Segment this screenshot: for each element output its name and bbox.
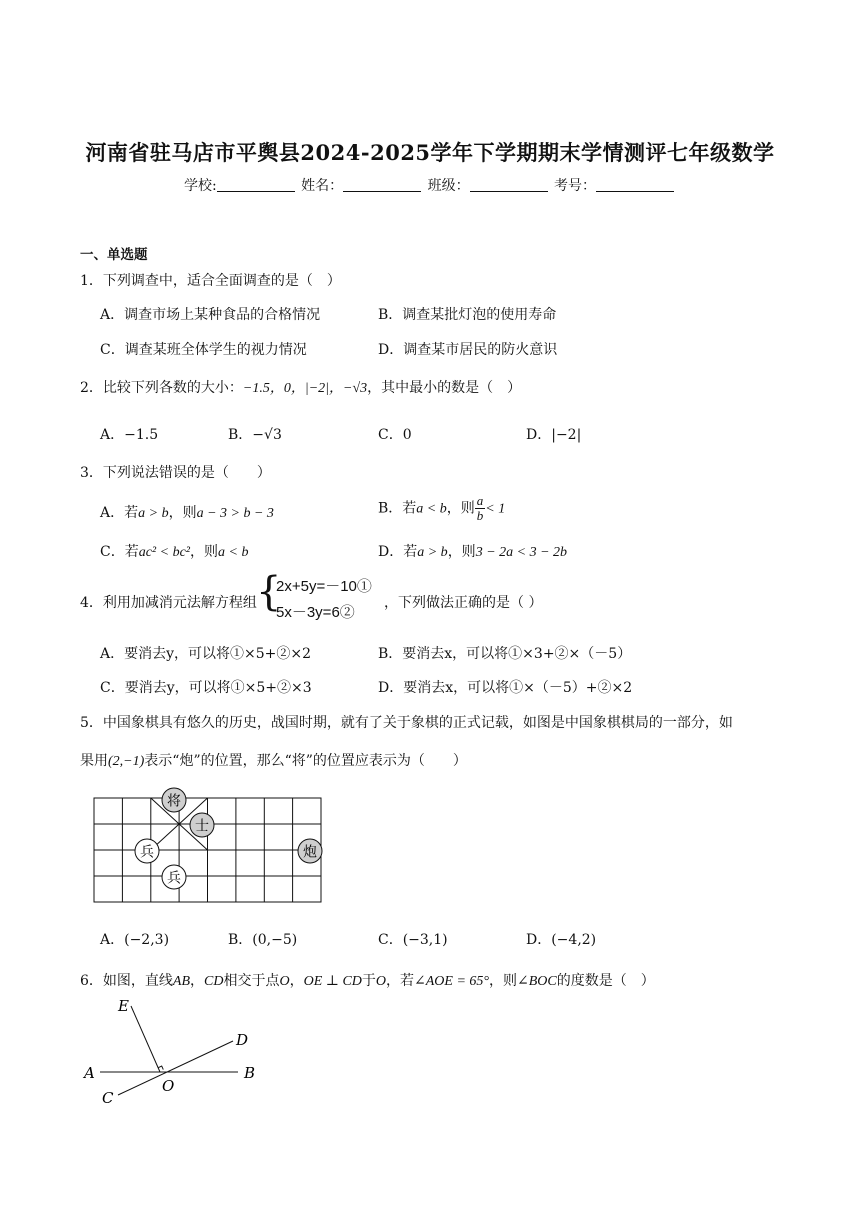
question-1-option-d: D．调查某市居民的防火意识 <box>378 342 558 358</box>
option-b-label: B．若 <box>378 500 417 517</box>
class-label: 班级： <box>427 178 470 194</box>
option-c-result: a < b <box>218 545 249 560</box>
question-5-option-c: C．(−3,1) <box>378 932 448 948</box>
question-6-stem <box>80 970 655 990</box>
question-5-option-d: D．(−4,2) <box>526 932 597 948</box>
label-c: C <box>102 1089 114 1107</box>
q6-sep6: ，则 <box>489 973 518 989</box>
question-2-numbers: −1.5，0，|−2|，−√3 <box>242 381 368 396</box>
question-5-option-b: B．(0,−5) <box>228 932 298 948</box>
stem-line2-pre: 果用 <box>80 753 108 769</box>
fraction-numerator: a <box>476 493 484 508</box>
piece-jiang-label: 将 <box>167 793 181 810</box>
question-1-option-b: B．调查某批灯泡的使用寿命 <box>378 307 557 323</box>
page-title: 河南省驻马店市平舆县2024-2025学年下学期期末学情测评七年级数学 <box>85 140 775 165</box>
label-b: B <box>244 1064 256 1082</box>
exam-number-blank <box>596 177 674 192</box>
stem-line2-post: 表示“炮”的位置，那么“将”的位置应表示为（ ） <box>144 753 467 769</box>
name-blank <box>343 177 421 192</box>
option-d-then: ，则 <box>447 544 476 560</box>
q6-o2: O <box>375 974 387 989</box>
question-2-option-d: D．|−2| <box>526 427 582 443</box>
question-3-stem: 3．下列说法错误的是（ ） <box>80 465 271 481</box>
piece-bing-2-label: 兵 <box>167 870 181 887</box>
question-1-option-a: A．调查市场上某种食品的合格情况 <box>100 307 321 323</box>
piece-jiang <box>162 788 186 812</box>
chessboard-grid <box>94 798 321 902</box>
question-4-option-c: C．要消去y，可以将①×5+②×3 <box>100 680 312 696</box>
question-2-stem-pre: 2．比较下列各数的大小： <box>80 380 243 396</box>
name-label: 姓名： <box>301 178 344 194</box>
piece-pao <box>298 839 322 863</box>
q6-perp: OE ⊥ CD <box>303 974 362 989</box>
piece-bing-1 <box>135 839 159 863</box>
q6-cd: CD <box>204 974 224 989</box>
q6-sep1: ， <box>190 973 205 989</box>
piece-shi <box>190 813 214 837</box>
option-b-then: ，则 <box>446 500 475 517</box>
piece-pao-label: 炮 <box>303 844 317 861</box>
q6-sep3: ， <box>289 973 304 989</box>
question-5-stem-line2 <box>80 750 467 770</box>
intersecting-lines-figure <box>78 992 278 1112</box>
equation-1: 2x+5y=－10① <box>276 578 372 595</box>
option-d-condition: a > b <box>417 545 448 560</box>
option-a-label: A．若 <box>100 505 139 521</box>
question-3-option-c <box>100 541 248 561</box>
piece-bing-2 <box>162 865 186 889</box>
q6-sep5: ，若 <box>386 973 415 989</box>
question-2-option-a: A．−1.5 <box>100 427 159 443</box>
label-o: O <box>162 1077 175 1095</box>
q6-sep2: 相交于点 <box>223 973 280 989</box>
exam-number-label: 考号： <box>554 178 597 194</box>
question-4-stem-pre: 4．利用加减消元法解方程组 <box>80 595 257 611</box>
option-a-result: a − 3 > b − 3 <box>196 506 274 521</box>
question-1-stem: 1．下列调查中，适合全面调查的是（ ） <box>80 273 341 289</box>
q6-sep4: 于 <box>361 973 376 989</box>
question-4-option-d: D．要消去x，可以将①×（－5）+②×2 <box>378 680 633 696</box>
chessboard-figure <box>88 784 328 908</box>
fraction-denominator: b <box>476 508 484 523</box>
q6-pre: 6．如图，直线 <box>80 973 173 989</box>
question-4-option-a: A．要消去y，可以将①×5+②×2 <box>100 646 312 662</box>
option-b-fraction <box>475 494 486 523</box>
label-a: A <box>84 1064 95 1082</box>
piece-bing-1-label: 兵 <box>140 844 154 861</box>
question-5-stem-line1: 5．中国象棋具有悠久的历史，战国时期，就有了关于象棋的正式记载，如图是中国象棋棋局的一部分，如 <box>80 715 733 731</box>
option-d-result: 3 − 2a < 3 − 2b <box>475 545 568 560</box>
question-5-option-a: A．(−2,3) <box>100 932 170 948</box>
class-blank <box>470 177 548 192</box>
q6-angle-boc: ∠BOC <box>517 974 557 989</box>
question-2-option-b: B．−√3 <box>228 427 282 443</box>
q6-o: O <box>279 974 290 989</box>
school-label: 学校: <box>183 178 217 194</box>
option-c-condition: ac² < bc² <box>138 545 190 560</box>
option-a-condition: a > b <box>138 506 169 521</box>
q6-post: 的度数是（ ） <box>556 973 655 989</box>
option-b-result: < 1 <box>485 501 506 517</box>
label-e: E <box>118 997 129 1015</box>
question-3-option-a <box>100 502 274 522</box>
option-c-then: ，则 <box>190 544 218 560</box>
label-d: D <box>236 1031 249 1049</box>
piece-shi-label: 士 <box>195 818 209 835</box>
student-info-line <box>0 175 860 195</box>
option-a-then: ，则 <box>168 505 197 521</box>
equation-2: 5x－3y=6② <box>276 604 355 621</box>
question-2-stem-post: ，其中最小的数是（ ） <box>367 380 522 396</box>
section-heading: 一、单选题 <box>80 247 148 263</box>
school-blank <box>217 177 295 192</box>
pao-coordinate: (2,−1) <box>108 754 145 769</box>
question-4-option-b: B．要消去x，可以将①×3+②×（－5） <box>378 646 632 662</box>
option-b-condition: a < b <box>416 501 447 517</box>
q6-angle-aoe: ∠AOE = 65° <box>414 974 490 989</box>
option-d-label: D．若 <box>378 544 418 560</box>
question-1-option-c: C．调查某班全体学生的视力情况 <box>100 342 307 358</box>
question-3-option-b <box>378 494 505 523</box>
question-3-option-d <box>378 541 567 561</box>
question-2-option-c: C．0 <box>378 427 412 443</box>
option-c-label: C．若 <box>100 544 139 560</box>
equation-system-brace: { <box>256 569 282 615</box>
q6-ab: AB <box>172 974 191 989</box>
question-4-stem-post: ，下列做法正确的是（ ） <box>384 595 543 611</box>
question-2-stem <box>80 377 521 397</box>
